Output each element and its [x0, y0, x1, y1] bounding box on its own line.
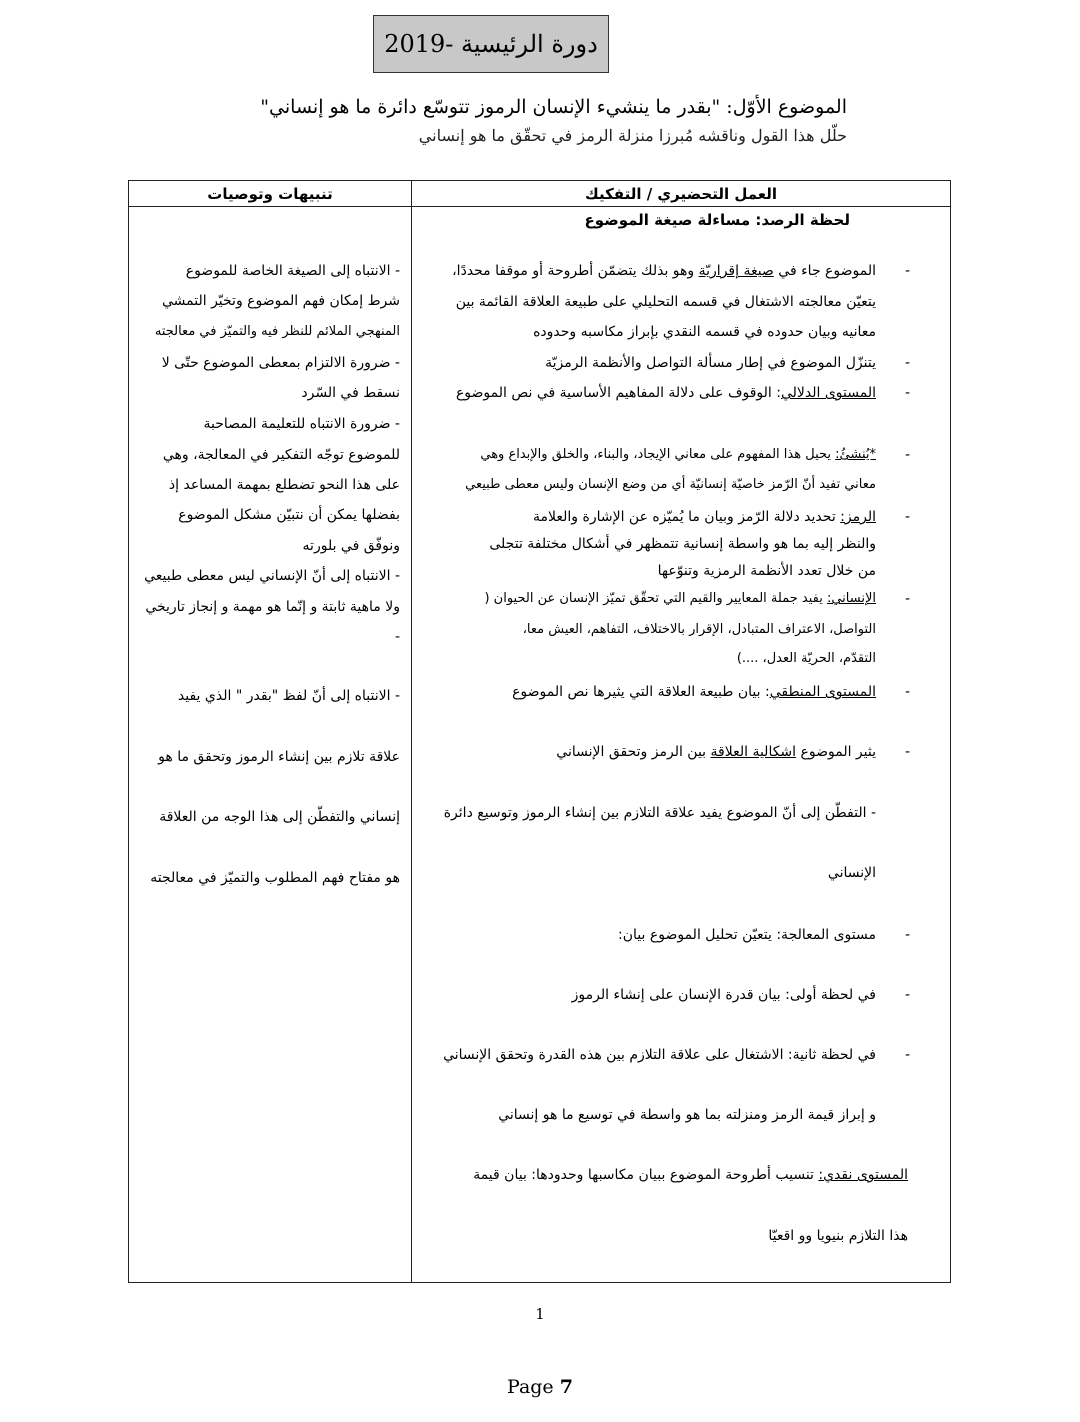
right-line-16: - التفطّن إلى أنّ الموضوع يفيد علاقة التلازم بين إنشاء الرموز وتوسيع دائرة: [443, 805, 876, 821]
right-line-12: التواصل، الاعتراف المتبادل، الإقرار بالاختلاف، التفاهم، العيش معا،: [522, 622, 876, 637]
note-line-10: ونوفّق في بلورته: [302, 538, 400, 554]
subject-instruction: حلّل هذا القول وناقشه مُبرزا منزلة الرمز في تحقّق ما هو إنساني: [418, 126, 847, 145]
bullet: -: [904, 1047, 910, 1063]
note-line-17: هو مفتاح فهم المطلوب والتميّز في معالجته: [150, 870, 400, 886]
right-line-11: الإنساني: يفيد جملة المعايير والقيم التي تحقّق تميّز الإنسان عن الحيوان (: [484, 591, 876, 606]
note-line-7: للموضوع توجّه التفكير في المعالجة، وهي: [162, 447, 400, 463]
right-line-9: والنظر إليه بما هو واسطة إنسانية تتمظهر في أشكال مختلفة تتجلى: [489, 536, 876, 552]
note-line-14: - الانتباه إلى أنّ لفظ "بقدر " الذي يفيد: [177, 688, 400, 704]
note-line-13: -: [394, 629, 400, 645]
bullet: -: [904, 684, 910, 700]
note-line-1: - الانتباه إلى الصيغة الخاصة للموضوع: [185, 263, 400, 279]
bullet: -: [904, 927, 910, 943]
bullet: -: [904, 447, 910, 463]
right-line-13: التقدّم، الحريّة العدل، ....): [736, 651, 876, 666]
right-line-20: في لحظة ثانية: الاشتغال على علاقة التلازم بين هذه القدرة وتحقق الإنساني: [443, 1047, 876, 1063]
header-divider: [129, 206, 950, 207]
right-line-1: الموضوع جاء في صيغة إقراريّة وهو بذلك يتضمّن أطروحة أو موقفا محددًا،: [452, 263, 876, 279]
page-label: Page: [507, 1376, 554, 1398]
column-header-notes: تنبيهات وتوصيات: [207, 184, 333, 203]
right-line-21: و إبراز قيمة الرمز ومنزلته بما هو واسطة في توسيع ما هو إنساني: [498, 1107, 876, 1123]
note-line-2: شرط إمكان فهم الموضوع وتخيّر التمشي: [161, 293, 400, 309]
note-line-8: على هذا النحو تضطلع بمهمة المساعد إذ: [168, 477, 400, 493]
page-value: 7: [559, 1376, 573, 1398]
note-line-9: بفضلها يمكن أن نتبيّن مشكل الموضوع: [178, 507, 400, 523]
column-header-preparatory: العمل التحضيري / التفكيك: [584, 184, 778, 203]
bullet: -: [904, 744, 910, 760]
session-title: دورة الرئيسية -2019: [384, 30, 598, 58]
note-line-4: - ضرورة الالتزام بمعطى الموضوع حتّى لا: [161, 355, 400, 371]
right-line-10: من خلال تعدد الأنظمة الرمزية وتنوّعها: [657, 563, 876, 579]
note-line-3: المنهجي الملائم للنظر فيه والتميّز في معالجته: [154, 324, 400, 339]
right-line-2: يتعيّن معالجته الاشتغال في قسمه التحليلي على طبيعة العلاقة القائمة بين: [455, 294, 876, 310]
right-line-8: الرمز: تحديد دلالة الرّمز وبيان ما يُميّزه عن الإشارة والعلامة: [533, 509, 876, 525]
bullet: -: [904, 987, 910, 1003]
right-line-23: هذا التلازم بنيويا وو اقعيّا: [768, 1228, 908, 1244]
right-line-6: *يُنشئُ: يحيل هذا المفهوم على معاني الإيجاد، والبناء، والخلق والإبداع وهي: [480, 447, 876, 462]
right-line-17: الإنساني: [827, 865, 876, 881]
right-line-5: المستوى الدلالي: الوقوف على دلالة المفاهيم الأساسية في نص الموضوع: [455, 385, 876, 401]
right-line-22: المستوى نقدي: تنسيب أطروحة الموضوع ببيان مكاسبها وحدودها: بيان قيمة: [473, 1167, 908, 1183]
bullet: -: [904, 263, 910, 279]
bullet: -: [904, 591, 910, 607]
note-line-5: نسقط في السّرد: [301, 385, 400, 401]
right-line-14: المستوى المنطقي: بيان طبيعة العلاقة التي يثيرها نص الموضوع: [512, 684, 876, 700]
right-line-4: يتنزّل الموضوع في إطار مسألة التواصل والأنظمة الرمزيّة: [545, 355, 876, 371]
note-line-15: علاقة تلازم بين إنشاء الرموز وتحقق ما هو: [158, 749, 400, 765]
section-title: لحظة الرصد: مساءلة صيغة الموضوع: [584, 211, 850, 229]
analysis-table: [128, 180, 951, 1283]
right-line-19: في لحظة أولى: بيان قدرة الإنسان على إنشاء الرموز: [571, 987, 876, 1003]
bullet: -: [904, 385, 910, 401]
column-divider: [411, 181, 412, 1282]
note-line-11: - الانتباه إلى أنّ الإنساني ليس معطى طبيعي: [144, 568, 400, 584]
note-line-6: - ضرورة الانتباه للتعليمة المصاحبة: [203, 416, 400, 432]
subject-title: الموضوع الأوّل: "بقدر ما ينشيء الإنسان الرموز تتوسّع دائرة ما هو إنساني": [260, 96, 847, 118]
note-line-12: ولا ماهية ثابتة و إنّما هو مهمة و إنجاز تاريخي: [145, 599, 400, 615]
session-title-box: [373, 15, 609, 73]
page-footer: [0, 1376, 1080, 1398]
right-line-15: يثير الموضوع اشكالية العلاقة بين الرمز وتحقق الإنساني: [556, 744, 876, 760]
page-number: 1: [535, 1305, 545, 1323]
right-line-3: معانيه وبيان حدوده في قسمه النقدي بإبراز مكاسبه وحدوده: [533, 324, 876, 340]
right-line-7: معاني تفيد أنّ الرّمز خاصيّة إنسانيّة أي من وضع الإنسان وليس معطى طبيعي: [465, 477, 876, 492]
note-line-16: إنساني والتفطّن إلى هذا الوجه من العلاقة: [159, 809, 400, 825]
bullet: -: [904, 509, 910, 525]
right-line-18: مستوى المعالجة: يتعيّن تحليل الموضوع بيان:: [618, 927, 876, 943]
bullet: -: [904, 355, 910, 371]
